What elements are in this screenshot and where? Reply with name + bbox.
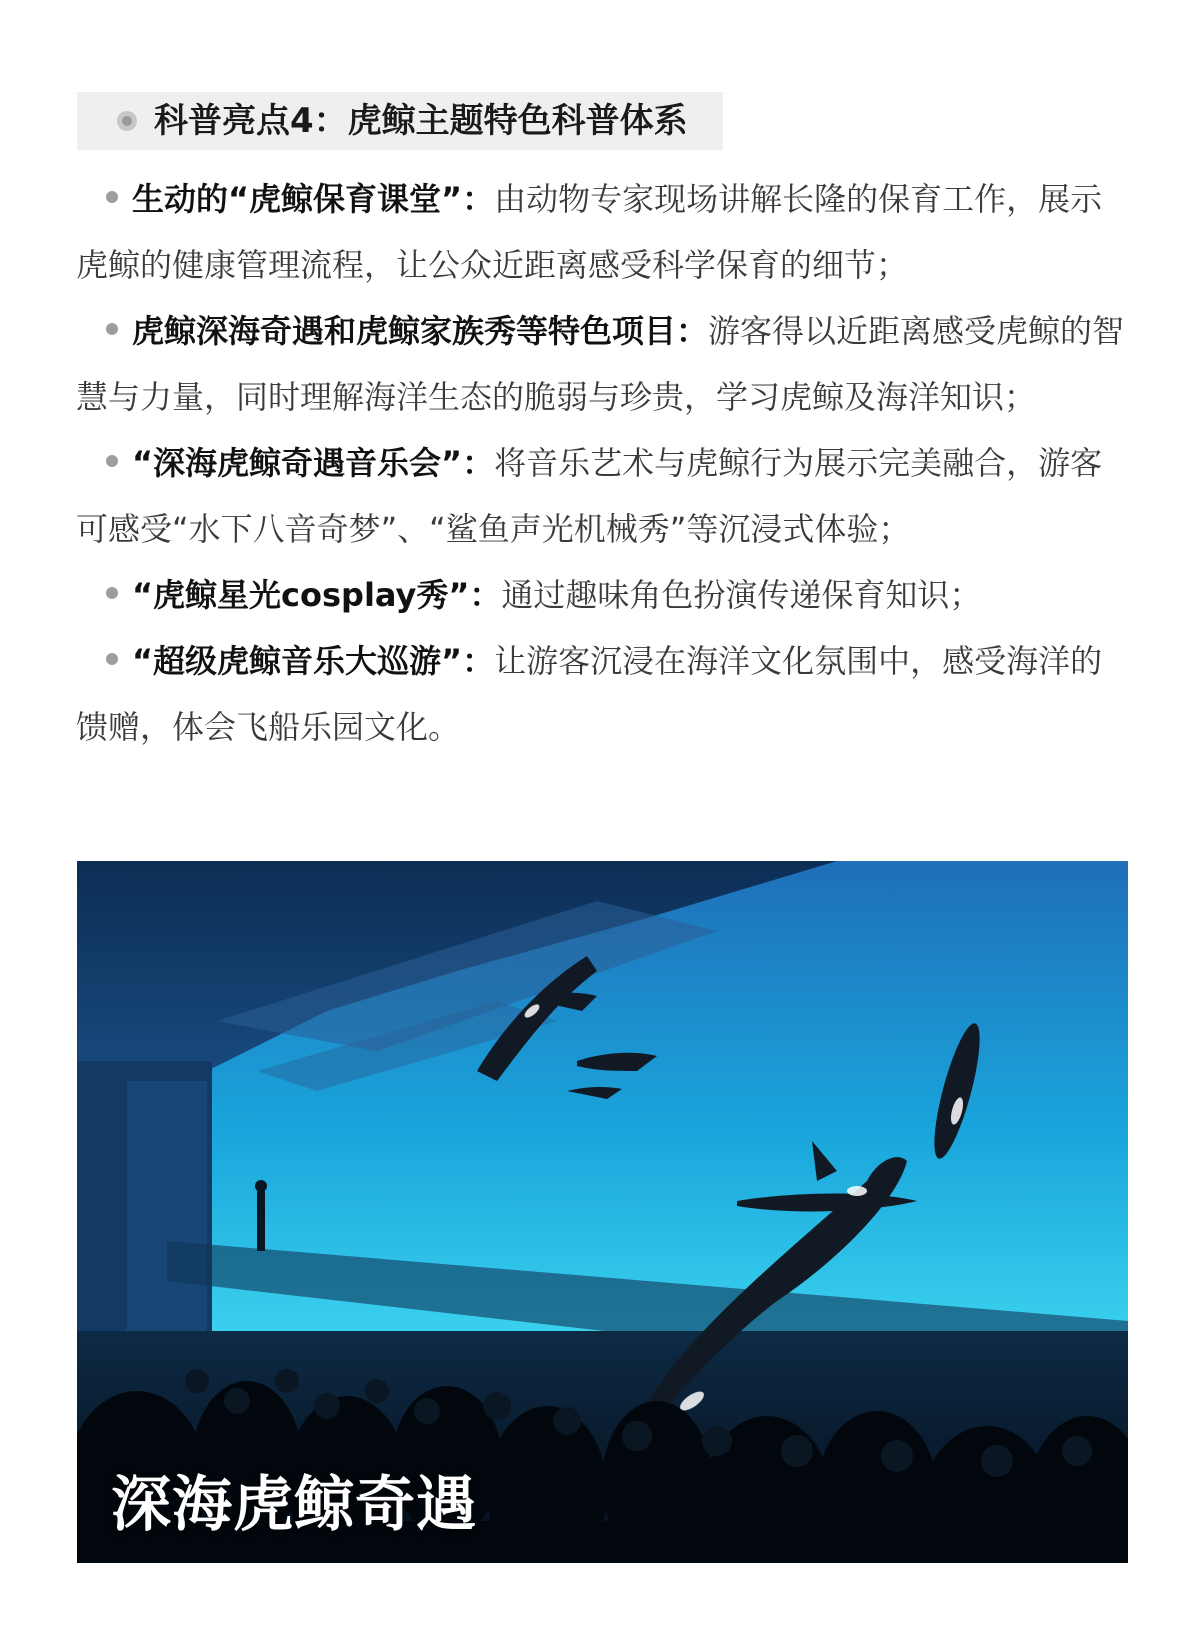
list-item (76, 166, 1132, 298)
section-heading: 科普亮点4：虎鲸主题特色科普体系 (154, 101, 688, 141)
photo-caption: 深海虎鲸奇遇 (111, 1470, 477, 1540)
list-item (76, 430, 1132, 562)
item-title: 虎鲸深海奇遇和虎鲸家族秀等特色项目： (132, 312, 709, 350)
heading-bullet-icon (117, 111, 137, 131)
item-text: 让游客沉浸在海洋文化氛围中，感受海洋的馈赠，体会飞船乐园文化。 (76, 642, 1103, 746)
item-title: “虎鲸星光cosplay秀”： (132, 576, 502, 614)
section-heading-bar (77, 92, 723, 150)
item-title: “深海虎鲸奇遇音乐会”： (132, 444, 495, 482)
item-text: 通过趣味角色扮演传递保育知识； (501, 576, 982, 614)
list-item (76, 298, 1132, 430)
item-title: “超级虎鲸音乐大巡游”： (132, 642, 495, 680)
bullet-dot-icon (106, 587, 118, 599)
item-text: 游客得以近距离感受虎鲸的智慧与力量，同时理解海洋生态的脆弱与珍贵，学习虎鲸及海洋知识； (76, 312, 1125, 416)
item-title: 生动的“虎鲸保育课堂”： (132, 180, 495, 218)
orca-aquarium-photo (77, 861, 1128, 1563)
bullet-dot-icon (106, 323, 118, 335)
bullet-dot-icon (106, 191, 118, 203)
item-text: 将音乐艺术与虎鲸行为展示完美融合，游客可感受“水下八音奇梦”、“鲨鱼声光机械秀”等沉浸式体验； (76, 444, 1103, 548)
bullet-dot-icon (106, 653, 118, 665)
list-item (76, 628, 1132, 760)
item-text: 由动物专家现场讲解长隆的保育工作，展示虎鲸的健康管理流程，让公众近距离感受科学保育的细节； (76, 180, 1103, 284)
list-item (76, 562, 1132, 628)
bullet-dot-icon (106, 455, 118, 467)
bullet-list (76, 166, 1132, 760)
